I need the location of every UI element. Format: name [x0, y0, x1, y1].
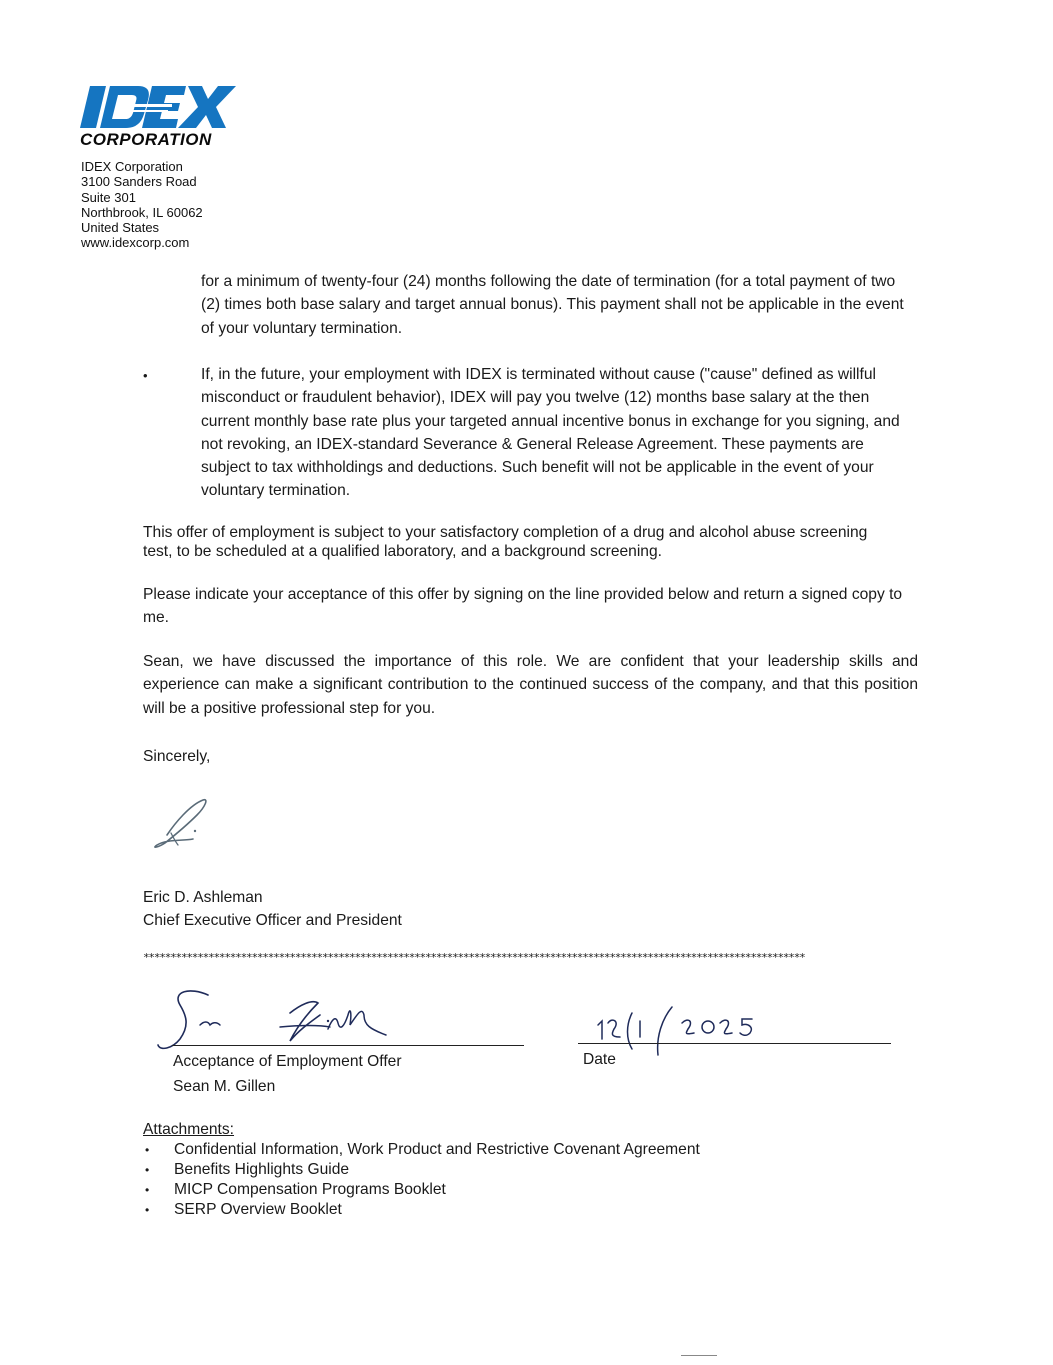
bullet-icon: •	[145, 1203, 150, 1217]
address-line: IDEX Corporation	[81, 159, 183, 174]
attachments-section	[143, 1120, 700, 1220]
employee-name: Sean M. Gillen	[173, 1078, 276, 1095]
website-url: www.idexcorp.com	[81, 235, 190, 251]
signer-title: Chief Executive Officer and President	[143, 912, 402, 929]
signer-block	[143, 886, 402, 932]
attachments-heading: Attachments:	[143, 1121, 235, 1138]
severance-paragraph: If, in the future, your employment with IDEX is terminated without cause ("cause" defined as willful misconduct or fraudulent behavior), IDEX will pay you twelve (12) months base salary at the then current monthly base rate plus your targeted annual incentive bonus in exchange for you signing, and not revoking, an IDEX-standard Severance & General Release Agreement. These payments are subject to tax withholdings and deductions. Such benefit will not be applicable in the event of your voluntary termination.	[201, 366, 900, 500]
company-logo	[80, 86, 240, 150]
sign-off: Sincerely,	[143, 748, 211, 765]
address-line: Suite 301	[81, 189, 136, 205]
acceptance-signature-line	[172, 1045, 524, 1046]
bullet-icon: •	[143, 368, 148, 383]
handwritten-date	[592, 1003, 772, 1058]
bullet-icon: •	[145, 1183, 150, 1197]
signer-name: Eric D. Ashleman	[143, 889, 263, 906]
screening-paragraph: This offer of employment is subject to your satisfactory completion of a drug and alcohol abuse screening test, to be scheduled at a qualified laboratory, and a background screening.	[143, 524, 868, 560]
attachment-title: Benefits Highlights Guide	[174, 1161, 350, 1178]
acceptance-label: Acceptance of Employment Offer	[173, 1053, 402, 1070]
separator-line: **************************************************************************************************************************	[143, 952, 805, 964]
bullet-icon: •	[145, 1143, 150, 1157]
attachment-title: MICP Compensation Programs Booklet	[174, 1181, 446, 1198]
address-line: United States	[81, 220, 160, 236]
attachments-list	[143, 1140, 700, 1220]
acceptance-instructions: Please indicate your acceptance of this offer by signing on the line provided below and return a signed copy to me.	[143, 586, 903, 627]
address-line: 3100 Sanders Road	[81, 174, 197, 190]
list-item	[143, 1140, 700, 1160]
bullet-icon: •	[145, 1163, 150, 1177]
corporation-wordmark: CORPORATION	[80, 130, 212, 149]
list-item	[143, 1180, 700, 1200]
acceptance-block	[173, 1049, 402, 1099]
attachment-title: SERP Overview Booklet	[174, 1201, 342, 1218]
closing-paragraph: Sean, we have discussed the importance of this role. We are confident that your leadership skills and experience can make a significant contribution to the continued success of the company, and that this position will be a positive professional step for you.	[143, 653, 918, 717]
continued-paragraph: for a minimum of twenty-four (24) months following the date of termination (for a total payment of two (2) times both base salary and target annual bonus). This payment shall not be applicable in the event of your voluntary termination.	[201, 273, 904, 337]
list-item	[143, 1160, 700, 1180]
ceo-signature	[145, 795, 215, 855]
address-line: Northbrook, IL 60062	[81, 204, 203, 220]
date-line	[578, 1043, 891, 1044]
date-label: Date	[583, 1051, 616, 1068]
footer-mark	[681, 1355, 717, 1356]
company-address	[81, 159, 203, 251]
attachment-title: Confidential Information, Work Product and Restrictive Covenant Agreement	[174, 1141, 700, 1158]
list-item	[143, 1200, 700, 1220]
idex-logo-mark	[80, 86, 236, 128]
